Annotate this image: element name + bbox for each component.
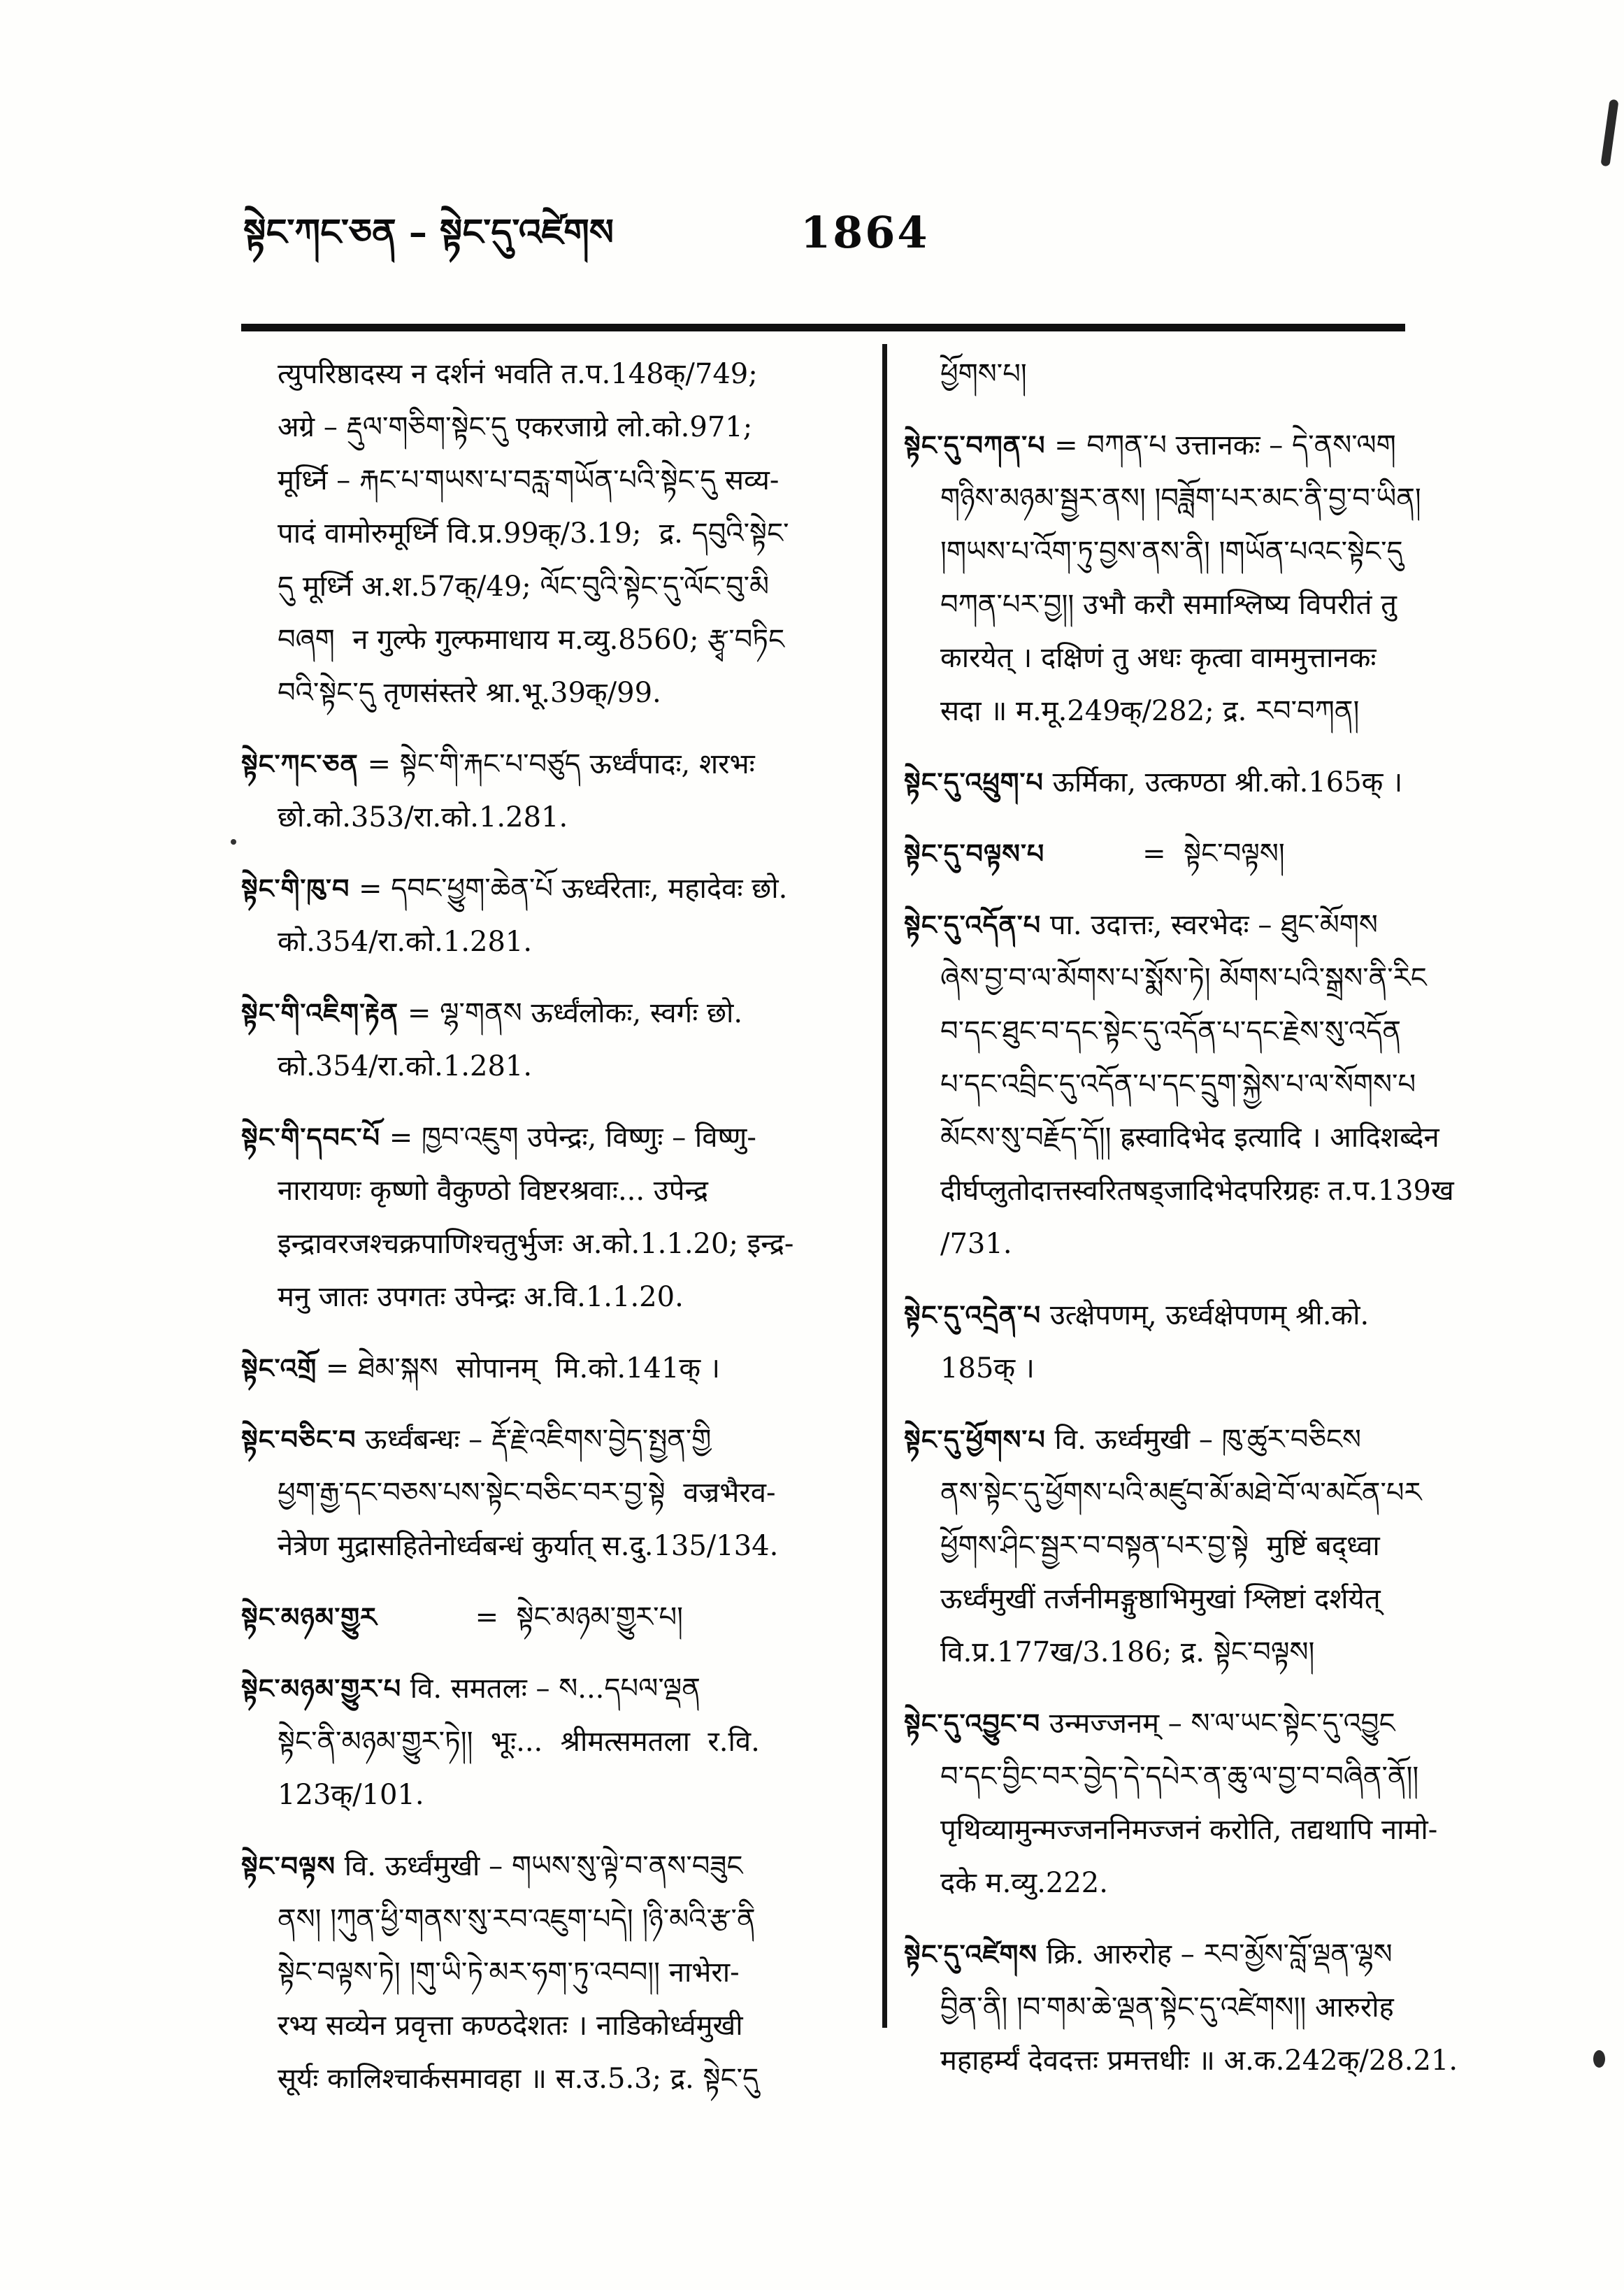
entry-line: 185क् । bbox=[940, 1352, 1035, 1384]
entry-line: महाहर्म्यं देवदत्तः प्रमत्तधीः ॥ अ.क.242क्/28.21. bbox=[940, 2045, 1458, 2077]
entry-line: སྟེང་གི་དབང་པོ = ཁྱབ་འཇུག उपेन्द्रः, विष्णुः – विष्णु- bbox=[241, 1122, 756, 1154]
dict-entry bbox=[241, 1840, 874, 2105]
header-rule bbox=[241, 324, 1405, 331]
dict-entry bbox=[241, 1591, 874, 1644]
entry-line: 123क्/101. bbox=[278, 1779, 424, 1811]
entry-line: སྟེང་དུ་འབྱུང་བ उन्मज्जनम् – ས་ལ་ཡང་སྟེང་དུ་འབྱུང bbox=[904, 1708, 1395, 1740]
dict-entry bbox=[241, 1111, 874, 1324]
dict-entry bbox=[241, 1342, 874, 1395]
entry-line: སྟེང་གི་འཇིག་རྟེན = ལྷ་གནས ऊर्ध्वंलोकः, स्वर्गः छो. bbox=[241, 997, 743, 1029]
entry-line: སྟེང་ཀང་ཅན = སྟེང་གི་རྐང་པ་བཙུད ऊर्ध्वंपादः, शरभः bbox=[241, 748, 755, 780]
entry-line: दके म.व्यु.222. bbox=[940, 1867, 1108, 1899]
entry-continuation bbox=[241, 348, 874, 720]
entry-line: कारयेत् । दक्षिणं तु अधः कृत्वा वाममुत्तानकः bbox=[940, 642, 1377, 674]
scan-artifact-edge-bottom bbox=[1593, 2050, 1605, 2068]
entry-headword: སྟེང་བཅིང་བ bbox=[241, 1424, 357, 1455]
entry-continuation bbox=[904, 348, 1558, 401]
entry-line: པ་དང་འབྲིང་དུ་འདོན་པ་དང་དྲུག་སྐྱེས་པ་ལ་སོགས་པ bbox=[940, 1068, 1416, 1101]
scan-artifact-dot bbox=[231, 839, 236, 845]
page-number: 1864 bbox=[800, 207, 930, 258]
entry-line: སྟེང་བཅིང་བ ऊर्ध्वंबन्धः – རྡོ་རྗེ་འཇིགས་བྱེད་སྤྱན་གྱི bbox=[241, 1424, 712, 1456]
entry-headword: སྟེང་དུ་འཛེགས bbox=[904, 1938, 1038, 1970]
column-left bbox=[241, 348, 874, 2105]
entry-line: को.354/रा.को.1.281. bbox=[278, 926, 533, 958]
entry-headword: སྟེང་དུ་བཀན་པ bbox=[904, 429, 1046, 461]
entry-line: नारायणः कृष्णो वैकुण्ठो विष्टरश्रवाः... उपेन्द्र bbox=[278, 1175, 709, 1207]
entry-line: སྟེང་བལྟས वि. ऊर्ध्वंमुखी – གཡས་སུ་ལྟེ་བ་ནས་བཟུང bbox=[241, 1850, 743, 1882]
entry-line: छो.को.353/रा.को.1.281. bbox=[278, 801, 568, 833]
entry-line: ཞེས་བྱ་བ་ལ་མོགས་པ་སྨོས་ཏེ། མོགས་པའི་སྒྲས་ནི་རིང bbox=[940, 962, 1427, 994]
entry-headword: སྟེང་དུ་བལྟས་པ bbox=[904, 838, 1045, 869]
entry-line: སྟེང་དུ་འདོན་པ पा. उदात्तः, स्वरभेदः – ཐུང་མོགས bbox=[904, 909, 1378, 941]
entry-line: སྟེང་མཉམ་གྱུར = སྟེང་མཉམ་གྱུར་པ། bbox=[241, 1601, 683, 1633]
entry-line: ཕྱག་རྒྱ་དང་བཅས་པས་སྟེང་བཅིང་བར་བྱ་སྟེ वज्रभैरव- bbox=[278, 1477, 776, 1509]
entry-line: སྟེང་དུ་འདྲེན་པ उत्क्षेपणम्, ऊर्ध्वक्षेपणम् श्री.को. bbox=[904, 1299, 1370, 1331]
dict-entry bbox=[241, 987, 874, 1093]
scan-artifact-edge-top bbox=[1600, 99, 1618, 167]
entry-line: གཉིས་མཉམ་སྦྱར་ནས། །བཟློག་པར་མང་ནི་བྱ་བ་ཡིན། bbox=[940, 482, 1421, 515]
dict-entry bbox=[904, 827, 1558, 880]
entry-headword: སྟེང་འགྲོ bbox=[241, 1352, 317, 1384]
entry-line: दीर्घप्लुतोदात्तस्वरितषड्जादिभेदपरिग्रहः त.प.139ख bbox=[940, 1175, 1454, 1207]
entry-line: ཕྱོགས་པ། bbox=[940, 358, 1027, 390]
entry-line: བའི་སྟེང་དུ तृणसंस्तरे श्रा.भू.39क्/99. bbox=[278, 677, 661, 709]
entry-headword: སྟེང་མཉམ་གྱུར་པ bbox=[241, 1673, 402, 1704]
entry-line: पादं वामोरुमूर्ध्नि वि.प्र.99क्/3.19; द्र. དབུའི་སྟེང་ bbox=[278, 517, 789, 550]
entry-line: रभ्य सव्येन प्रवृत्ता कण्ठदेशतः । नाडिकोर्ध्वमुखी bbox=[278, 2010, 743, 2042]
entry-headword: སྟེང་མཉམ་གྱུར bbox=[241, 1601, 378, 1633]
entry-line: སྟེང་གི་ཁུ་བ = དབང་ཕྱུག་ཆེན་པོ ऊर्ध्वरेताः, महादेवः छो. bbox=[241, 873, 788, 905]
dict-entry bbox=[904, 1697, 1558, 1910]
entry-line: བཀན་པར་བྱ།། उभौ करौ समाश्लिष्य विपरीतं तु bbox=[940, 589, 1397, 621]
entry-line: इन्द्रावरजश्चक्रपाणिश्चतुर्भुजः अ.को.1.1.20; इन्द्र- bbox=[278, 1228, 794, 1260]
column-right bbox=[904, 348, 1558, 2087]
entry-line: སྟེང་དུ་འཛེགས क्रि. आरुरोह – རབ་མྱོས་བློ་ལྡན་ལྷས bbox=[904, 1938, 1393, 1970]
dict-entry bbox=[904, 419, 1558, 738]
entry-headword: སྟེང་དུ་འདྲེན་པ bbox=[904, 1299, 1042, 1331]
entry-line: वि.प्र.177ख/3.186; द्र. སྟེང་བལྟས། bbox=[940, 1636, 1315, 1668]
dict-entry bbox=[904, 899, 1558, 1271]
entry-line: སྟེང་དུ་བལྟས་པ = སྟེང་བལྟས། bbox=[904, 838, 1285, 870]
entry-line: བཞག न गुल्फे गुल्फमाधाय म.व्यु.8560; རྩྭ་བཏིང bbox=[278, 624, 785, 656]
entry-line: मूर्ध्नि – རྐང་པ་གཡས་པ་བརླ་གཡོན་པའི་སྟེང་དུ सव्य- bbox=[278, 464, 779, 496]
entry-line: ऊर्ध्वंमुखीं तर्जनीमङ्गुष्ठाभिमुखां श्लिष्टां दर्शयेत् bbox=[940, 1583, 1381, 1615]
entry-line: མོངས་སུ་བརྗོད་དོ།། ह्रस्वादिभेद इत्यादि । आदिशब्देन bbox=[940, 1122, 1439, 1154]
entry-headword: སྟེང་གི་དབང་པོ bbox=[241, 1122, 381, 1153]
entry-line: त्युपरिष्ठादस्य न दर्शनं भवति त.प.148क्/749; bbox=[278, 358, 758, 390]
entry-line: /731. bbox=[940, 1228, 1012, 1260]
column-divider bbox=[882, 344, 887, 2028]
entry-headword: སྟེང་དུ་འཕྲུག་པ bbox=[904, 766, 1044, 798]
entry-line: ནས་སྟེང་དུ་ཕྱོགས་པའི་མཛུབ་མོ་མཐེ་བོ་ལ་མངོན་པར bbox=[940, 1477, 1422, 1509]
entry-line: བ་དང་བྱིང་བར་བྱེད་དེ་དཔེར་ན་ཆུ་ལ་བྱ་བ་བཞིན་ནོ།། bbox=[940, 1761, 1419, 1793]
dict-entry bbox=[904, 1289, 1558, 1395]
entry-headword: སྟེང་དུ་འབྱུང་བ bbox=[904, 1708, 1041, 1739]
entry-line: བྱིན་ནི། །བ་གམ་ཆེ་ལྡན་སྟེང་དུ་འཛེགས།། आरुरोह bbox=[940, 1991, 1394, 2024]
dict-entry bbox=[904, 1928, 1558, 2087]
entry-headword: སྟེང་གི་འཇིག་རྟེན bbox=[241, 997, 399, 1029]
entry-line: སྟེང་འགྲོ = ཐེམ་སྐས सोपानम् मि.को.141क् । bbox=[241, 1352, 720, 1384]
dict-entry bbox=[241, 738, 874, 844]
entry-line: སྟེང་བལྟས་ཏེ། །གུ་ཡི་ཏེ་མར་ཧག་ཏུ་འབབ།། नाभेरा- bbox=[278, 1956, 740, 1989]
entry-line: སྟེང་དུ་འཕྲུག་པ ऊर्मिका, उत्कण्ठा श्री.को.165क् । bbox=[904, 766, 1403, 799]
entry-line: पृथिव्यामुन्मज्जननिमज्जनं करोति, तद्यथापि नामो- bbox=[940, 1814, 1438, 1846]
entry-line: सूर्यः कालिश्चार्कसमावहा ॥ स.उ.5.3; द्र. སྟེང་དུ bbox=[278, 2063, 759, 2095]
entry-line: नेत्रेण मुद्रासहितेनोर्ध्वबन्धं कुर्यात् स.दु.135/134. bbox=[278, 1530, 779, 1562]
entry-line: སྟེང་ནི་མཉམ་གྱུར་ཏེ།། भूः... श्रीमत्समतला र.वि. bbox=[278, 1726, 760, 1758]
dict-entry bbox=[241, 862, 874, 968]
entry-line: ནས། །ཀུན་ཕྱི་གནས་སུ་རབ་འཇུག་པདེ། །ཉི་མའི་རྩ་ནི bbox=[278, 1903, 756, 1935]
entry-line: को.354/रा.को.1.281. bbox=[278, 1050, 533, 1082]
entry-headword: སྟེང་དུ་ཕྱོགས་པ bbox=[904, 1424, 1046, 1455]
entry-line: मनु जातः उपगतः उपेन्द्रः अ.वि.1.1.20. bbox=[278, 1281, 684, 1313]
entry-headword: སྟེང་ཀང་ཅན bbox=[241, 748, 359, 780]
entry-line: སྟེང་དུ་བཀན་པ = བཀན་པ उत्तानकः – དེ་ནས་ལག bbox=[904, 429, 1396, 461]
dict-entry bbox=[904, 1413, 1558, 1679]
entry-line: अग्रे – རྡུལ་གཅིག་སྟེང་དུ एकरजाग्रे लो.को.971; bbox=[278, 411, 753, 443]
entry-line: དུ मूर्ध्नि अ.श.57क्/49; ལོང་བུའི་སྟེང་དུ་ལོང་བུ་མི bbox=[278, 571, 770, 603]
entry-line: བ་དང་ཐུང་བ་དང་སྟེང་དུ་འདོན་པ་དང་རྗེས་སུ་འདོན bbox=[940, 1015, 1401, 1047]
entry-line: सदा ॥ म.मू.249क्/282; द्र. རབ་བཀན། bbox=[940, 695, 1360, 727]
dict-entry bbox=[241, 1662, 874, 1822]
dict-entry bbox=[904, 756, 1558, 809]
entry-line: སྟེང་དུ་ཕྱོགས་པ वि. ऊर्ध्वमुखी – ཁུ་ཚུར་བཅིངས bbox=[904, 1424, 1361, 1456]
entry-line: སྟེང་མཉམ་གྱུར་པ वि. समतलः – ས...དཔལ་ལྡན bbox=[241, 1673, 700, 1705]
entry-line: །གཡས་པ་འོག་ཏུ་བྱས་ནས་ནི། །གཡོན་པའང་སྟེང་དུ bbox=[940, 536, 1403, 568]
running-head: སྟེང་ཀང་ཅན – སྟེང་དུ་འཛེགས bbox=[243, 211, 614, 254]
entry-line: ཕྱོགས་ཤིང་སྦྱར་བ་བསྟན་པར་བྱ་སྟེ मुष्टिं बद्ध्वा bbox=[940, 1530, 1380, 1562]
dict-entry bbox=[241, 1413, 874, 1573]
entry-headword: སྟེང་བལྟས bbox=[241, 1850, 336, 1882]
entry-headword: སྟེང་གི་ཁུ་བ bbox=[241, 873, 350, 904]
entry-headword: སྟེང་དུ་འདོན་པ bbox=[904, 909, 1042, 940]
